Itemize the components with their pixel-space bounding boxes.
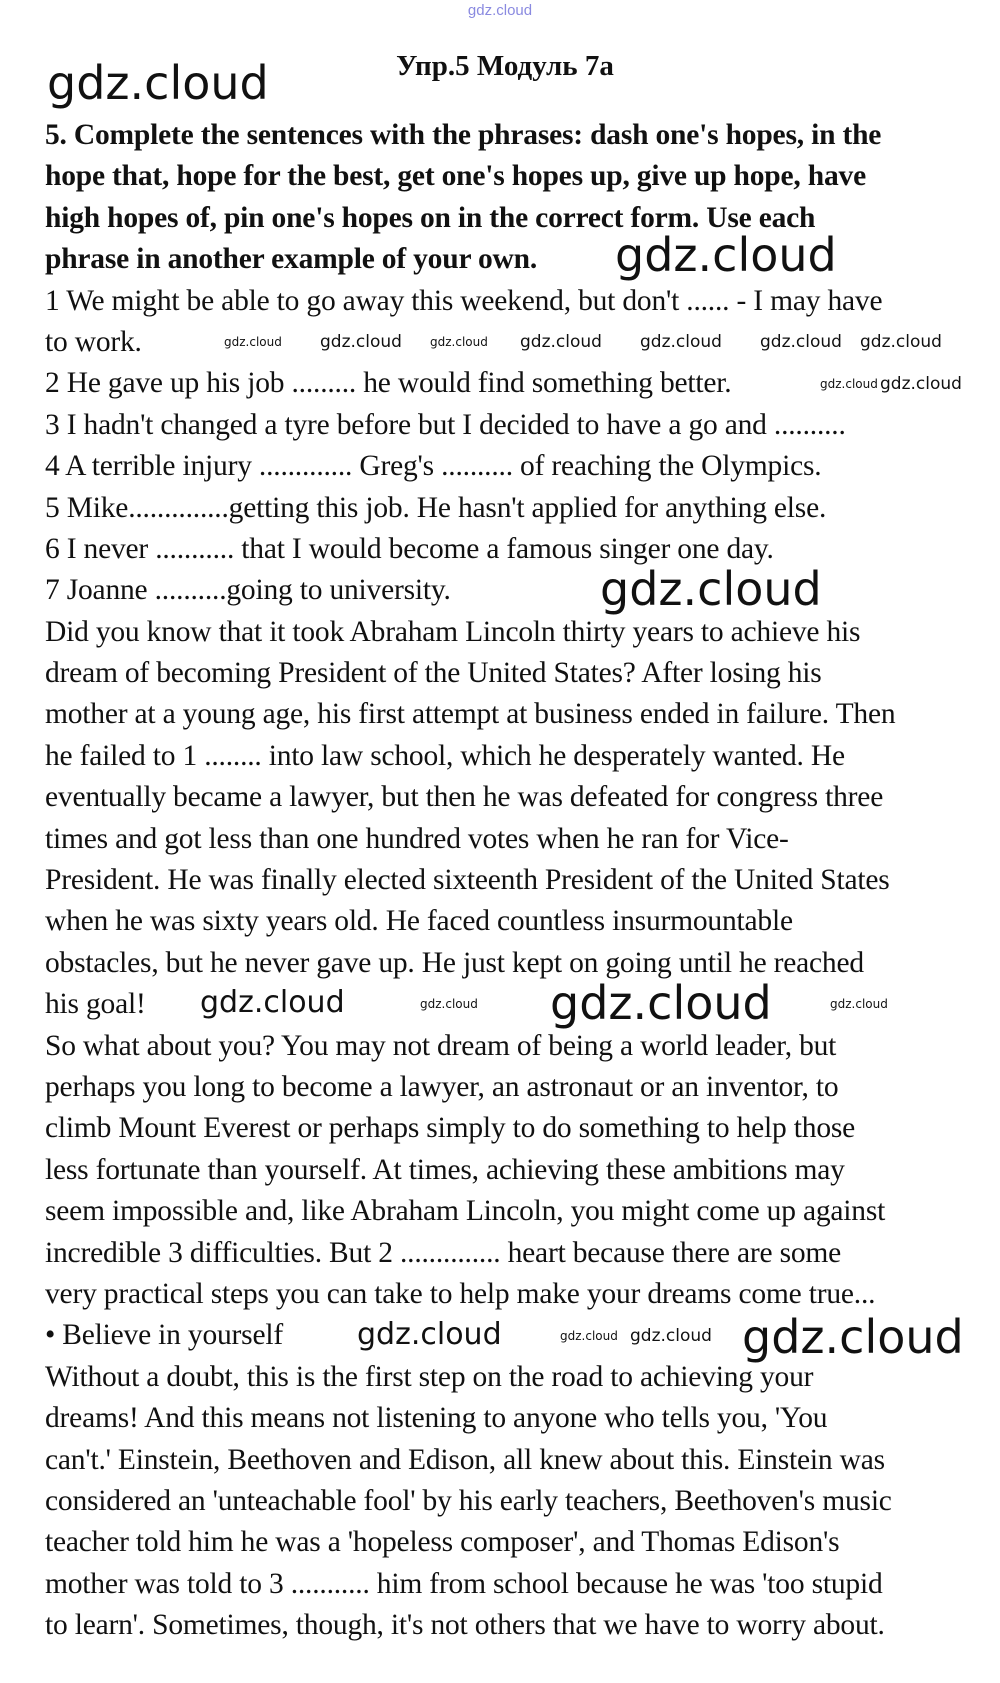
text-line: to learn'. Sometimes, though, it's not others that we have to worry about. — [45, 1609, 885, 1642]
watermark: gdz.cloud — [357, 1317, 502, 1352]
text-line: President. He was finally elected sixteenth President of the United States — [45, 864, 890, 897]
watermark: gdz.cloud — [550, 976, 772, 1030]
watermark: gdz.cloud — [420, 997, 478, 1011]
top-watermark: gdz.cloud — [467, 2, 533, 19]
text-line: dream of becoming President of the United States? After losing his — [45, 657, 822, 690]
text-line: can't.' Einstein, Beethoven and Edison, all knew about this. Einstein was — [45, 1443, 885, 1476]
text-line: • Believe in yourself — [45, 1319, 283, 1352]
text-lines — [45, 281, 895, 1647]
text-line: mother was told to 3 ........... him from school because he was 'too stupid — [45, 1567, 883, 1600]
text-line: 3 I hadn't changed a tyre before but I decided to have a go and .......... — [45, 408, 846, 441]
watermark: gdz.cloud — [320, 332, 402, 352]
watermark: gdz.cloud — [615, 228, 837, 282]
watermark: gdz.cloud — [430, 335, 488, 349]
task-line: 5. Complete the sentences with the phrases: dash one's hopes, in the — [45, 119, 882, 151]
task-line: hope that, hope for the best, get one's hopes up, give up hope, have — [45, 160, 866, 193]
watermark: gdz.cloud — [820, 377, 878, 391]
text-line: 5 Mike..............getting this job. He hasn't applied for anything else. — [45, 491, 827, 524]
watermark: gdz.cloud — [224, 335, 282, 349]
text-line: 4 A terrible injury ............. Greg's .......... of reaching the Olympics. — [45, 450, 822, 483]
text-line: seem impossible and, like Abraham Lincoln, you might come up against — [45, 1195, 886, 1228]
watermark: gdz.cloud — [560, 1329, 618, 1343]
watermark: gdz.cloud — [630, 1326, 712, 1346]
text-line: teacher told him he was a 'hopeless composer', and Thomas Edison's — [45, 1526, 840, 1559]
text-line: times and got less than one hundred votes when he ran for Vice- — [45, 822, 789, 855]
watermark: gdz.cloud — [860, 332, 942, 352]
watermark: gdz.cloud — [760, 332, 842, 352]
watermark: gdz.cloud — [200, 985, 345, 1020]
text-line: eventually became a lawyer, but then he was defeated for congress three — [45, 781, 884, 814]
text-line: 1 We might be able to go away this weekend, but don't ...... - I may have — [45, 284, 883, 317]
text-line: 2 He gave up his job ......... he would find something better. — [45, 367, 732, 400]
watermark: gdz.cloud — [830, 997, 888, 1011]
task-line: phrase in another example of your own. — [45, 243, 538, 276]
text-line: he failed to 1 ........ into law school, which he desperately wanted. He — [45, 739, 845, 772]
text-line: mother at a young age, his first attempt at business ended in failure. Then — [45, 698, 896, 731]
page-title: Упр.5 Модуль 7а — [396, 50, 614, 82]
watermark: gdz.cloud — [520, 332, 602, 352]
text-line: considered an 'unteachable fool' by his early teachers, Beethoven's music — [45, 1484, 892, 1517]
text-line: So what about you? You may not dream of being a world leader, but — [45, 1029, 837, 1062]
watermark: gdz.cloud — [880, 374, 962, 394]
text-line: 7 Joanne ..........going to university. — [45, 574, 451, 607]
text-line: 6 I never ........... that I would become a famous singer one day. — [45, 532, 774, 565]
text-line: incredible 3 difficulties. But 2 .............. heart because there are some — [45, 1236, 842, 1269]
text-line: Did you know that it took Abraham Lincoln thirty years to achieve his — [45, 615, 861, 648]
task-line: high hopes of, pin one's hopes on in the correct form. Use each — [45, 201, 816, 234]
text-line: perhaps you long to become a lawyer, an astronaut or an inventor, to — [45, 1070, 839, 1103]
text-line: to work. — [45, 325, 142, 358]
text-line: when he was sixty years old. He faced countless insurmountable — [45, 905, 793, 938]
text-line: very practical steps you can take to help make your dreams come true... — [45, 1277, 876, 1310]
text-line: obstacles, but he never gave up. He just kept on going until he reached — [45, 946, 864, 979]
text-line: dreams! And this means not listening to anyone who tells you, 'You — [45, 1402, 828, 1435]
text-line: less fortunate than yourself. At times, achieving these ambitions may — [45, 1153, 845, 1186]
text-line: his goal! — [45, 988, 146, 1021]
watermark: gdz.cloud — [640, 332, 722, 352]
text-line: Without a doubt, this is the first step on the road to achieving your — [45, 1360, 814, 1393]
watermark: gdz.cloud — [47, 56, 269, 110]
watermark: gdz.cloud — [600, 562, 822, 616]
watermark: gdz.cloud — [742, 1310, 964, 1364]
text-line: climb Mount Everest or perhaps simply to do something to help those — [45, 1112, 856, 1145]
